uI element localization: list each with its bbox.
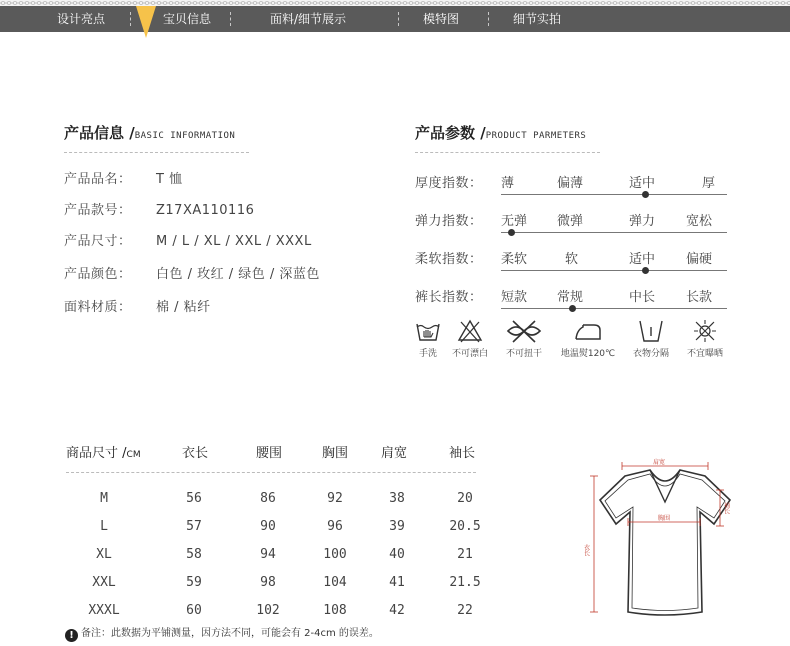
size-table-header: 胸围 [322, 446, 349, 461]
product-params-title: 产品参数 [415, 124, 476, 142]
size-value: 96 [327, 519, 343, 534]
size-table-header: 袖长 [449, 446, 476, 461]
size-value: 58 [186, 547, 202, 562]
size-table-unit: CM [126, 450, 141, 460]
care-label: 不可漂白 [451, 349, 488, 359]
divider [66, 472, 476, 473]
info-row-style-number [64, 199, 254, 218]
param-row-elasticity [415, 210, 725, 240]
param-scale [501, 270, 727, 271]
care-label: 手洗 [418, 349, 437, 359]
tab-detail-photos[interactable]: 细节实拍 [513, 12, 562, 26]
param-label: 裤长指数： [415, 290, 483, 305]
size-value: 56 [186, 491, 202, 506]
info-label: 产品尺寸： [64, 234, 132, 249]
param-marker [642, 191, 649, 198]
product-info-subtitle: BASIC INFORMATION [134, 131, 236, 141]
size-table-title-text: 商品尺寸 [66, 446, 119, 461]
info-value: Z17XA110116 [156, 203, 255, 218]
divider [415, 152, 600, 153]
nav-separator [488, 12, 489, 26]
size-value: 59 [186, 575, 202, 590]
param-scale [501, 308, 727, 309]
param-label: 弹力指数： [415, 214, 483, 229]
param-option: 适中 [629, 176, 656, 191]
no-sun-icon [692, 318, 718, 344]
info-value: T 恤 [156, 172, 183, 187]
info-row-name [64, 168, 183, 187]
param-option: 长款 [686, 290, 713, 305]
info-row-material [64, 296, 211, 315]
care-label: 衣物分隔 [632, 349, 669, 359]
size-value: 90 [260, 519, 276, 534]
care-no-sun [682, 318, 728, 359]
tab-product-info[interactable]: 宝贝信息 [163, 12, 212, 26]
nav-separator [130, 12, 131, 26]
diagram-label-chest: 胸围 [658, 515, 671, 522]
size-value: 60 [186, 603, 202, 618]
size-value: 21 [457, 547, 473, 562]
size-table-title: 商品尺寸 /CM [66, 446, 141, 461]
nav-separator [398, 12, 399, 26]
size-value: 57 [186, 519, 202, 534]
size-table-header: 腰围 [256, 446, 283, 461]
param-option: 偏薄 [557, 176, 584, 191]
note-text: 备注：此数据为平铺测量，因方法不同，可能会有 2-4cm 的误差。 [81, 628, 379, 639]
product-info-title: 产品信息 [64, 124, 125, 142]
size-cell: XXXL [88, 603, 120, 618]
care-label: 不宜曝晒 [686, 349, 723, 359]
param-marker [642, 267, 649, 274]
param-label: 厚度指数： [415, 176, 483, 191]
nav-separator [230, 12, 231, 26]
param-marker [569, 305, 576, 312]
size-value: 92 [327, 491, 343, 506]
info-value: 白色 / 玫红 / 绿色 / 深蓝色 [156, 267, 320, 282]
care-label: 不可扭干 [505, 349, 542, 359]
care-iron [556, 318, 620, 359]
care-label: 地温熨120℃ [560, 349, 616, 359]
size-value: 98 [260, 575, 276, 590]
info-value: M / L / XL / XXL / XXXL [156, 234, 312, 249]
param-option: 柔软 [501, 252, 528, 267]
param-option: 薄 [501, 176, 515, 191]
separate-icon [636, 318, 666, 344]
care-no-wring [501, 318, 547, 359]
param-option: 无弹 [501, 214, 528, 229]
param-label: 柔软指数： [415, 252, 483, 267]
size-cell: M [100, 491, 108, 506]
divider [64, 152, 249, 153]
care-no-bleach [447, 318, 493, 359]
info-label: 产品颜色： [64, 267, 132, 282]
info-row-sizes [64, 230, 312, 249]
param-option: 厚 [702, 176, 716, 191]
param-scale [501, 232, 727, 233]
tab-model-photos[interactable]: 模特图 [423, 12, 460, 26]
info-value: 棉 / 粘纤 [156, 300, 211, 315]
diagram-label-shoulder: 肩宽 [653, 459, 666, 466]
size-value: 102 [256, 603, 280, 618]
hand-wash-icon [415, 318, 441, 344]
top-nav [0, 6, 790, 32]
info-label: 产品品名： [64, 172, 132, 187]
param-option: 偏硬 [686, 252, 713, 267]
info-row-colors [64, 263, 320, 282]
param-option: 软 [565, 252, 579, 267]
info-label: 产品款号： [64, 203, 132, 218]
size-cell: XL [96, 547, 112, 562]
param-option: 短款 [501, 290, 528, 305]
active-tab-indicator [136, 6, 156, 38]
size-value: 22 [457, 603, 473, 618]
param-option: 微弹 [557, 214, 584, 229]
param-row-softness [415, 248, 725, 278]
size-value: 40 [389, 547, 405, 562]
tshirt-measurement-diagram [580, 452, 750, 622]
param-option: 适中 [629, 252, 656, 267]
size-value: 20.5 [449, 519, 481, 534]
size-value: 21.5 [449, 575, 481, 590]
tab-design-highlights[interactable]: 设计亮点 [57, 12, 106, 26]
param-row-thickness [415, 172, 725, 202]
iron-icon [573, 318, 603, 344]
no-bleach-icon [457, 318, 483, 344]
param-row-length [415, 286, 725, 316]
product-info-heading: 产品信息 /BASIC INFORMATION [64, 124, 236, 142]
size-cell: XXL [92, 575, 116, 590]
size-value: 94 [260, 547, 276, 562]
param-option: 中长 [629, 290, 656, 305]
param-marker [508, 229, 515, 236]
size-value: 104 [323, 575, 347, 590]
size-table-header: 肩宽 [381, 446, 408, 461]
product-params-heading: 产品参数 /PRODUCT PARMETERS [415, 124, 587, 142]
param-scale [501, 194, 727, 195]
no-wring-icon [504, 318, 544, 344]
size-value: 108 [323, 603, 347, 618]
param-option: 常规 [557, 290, 584, 305]
size-value: 42 [389, 603, 405, 618]
size-value: 20 [457, 491, 473, 506]
size-value: 100 [323, 547, 347, 562]
care-hand-wash [415, 318, 441, 359]
diagram-label-sleeve: 袖长 [722, 502, 730, 514]
size-value: 38 [389, 491, 405, 506]
param-option: 弹力 [629, 214, 656, 229]
size-table-header: 衣长 [182, 446, 209, 461]
product-params-subtitle: PRODUCT PARMETERS [485, 131, 587, 141]
size-cell: L [100, 519, 108, 534]
diagram-label-length: 衣长 [582, 544, 590, 556]
size-value: 86 [260, 491, 276, 506]
measurement-note [65, 624, 379, 642]
size-value: 41 [389, 575, 405, 590]
size-value: 39 [389, 519, 405, 534]
care-separate [628, 318, 674, 359]
tab-fabric-details[interactable]: 面料/细节展示 [270, 12, 347, 26]
info-label: 面料材质： [64, 300, 132, 315]
warning-icon: ! [65, 629, 78, 642]
param-option: 宽松 [686, 214, 713, 229]
